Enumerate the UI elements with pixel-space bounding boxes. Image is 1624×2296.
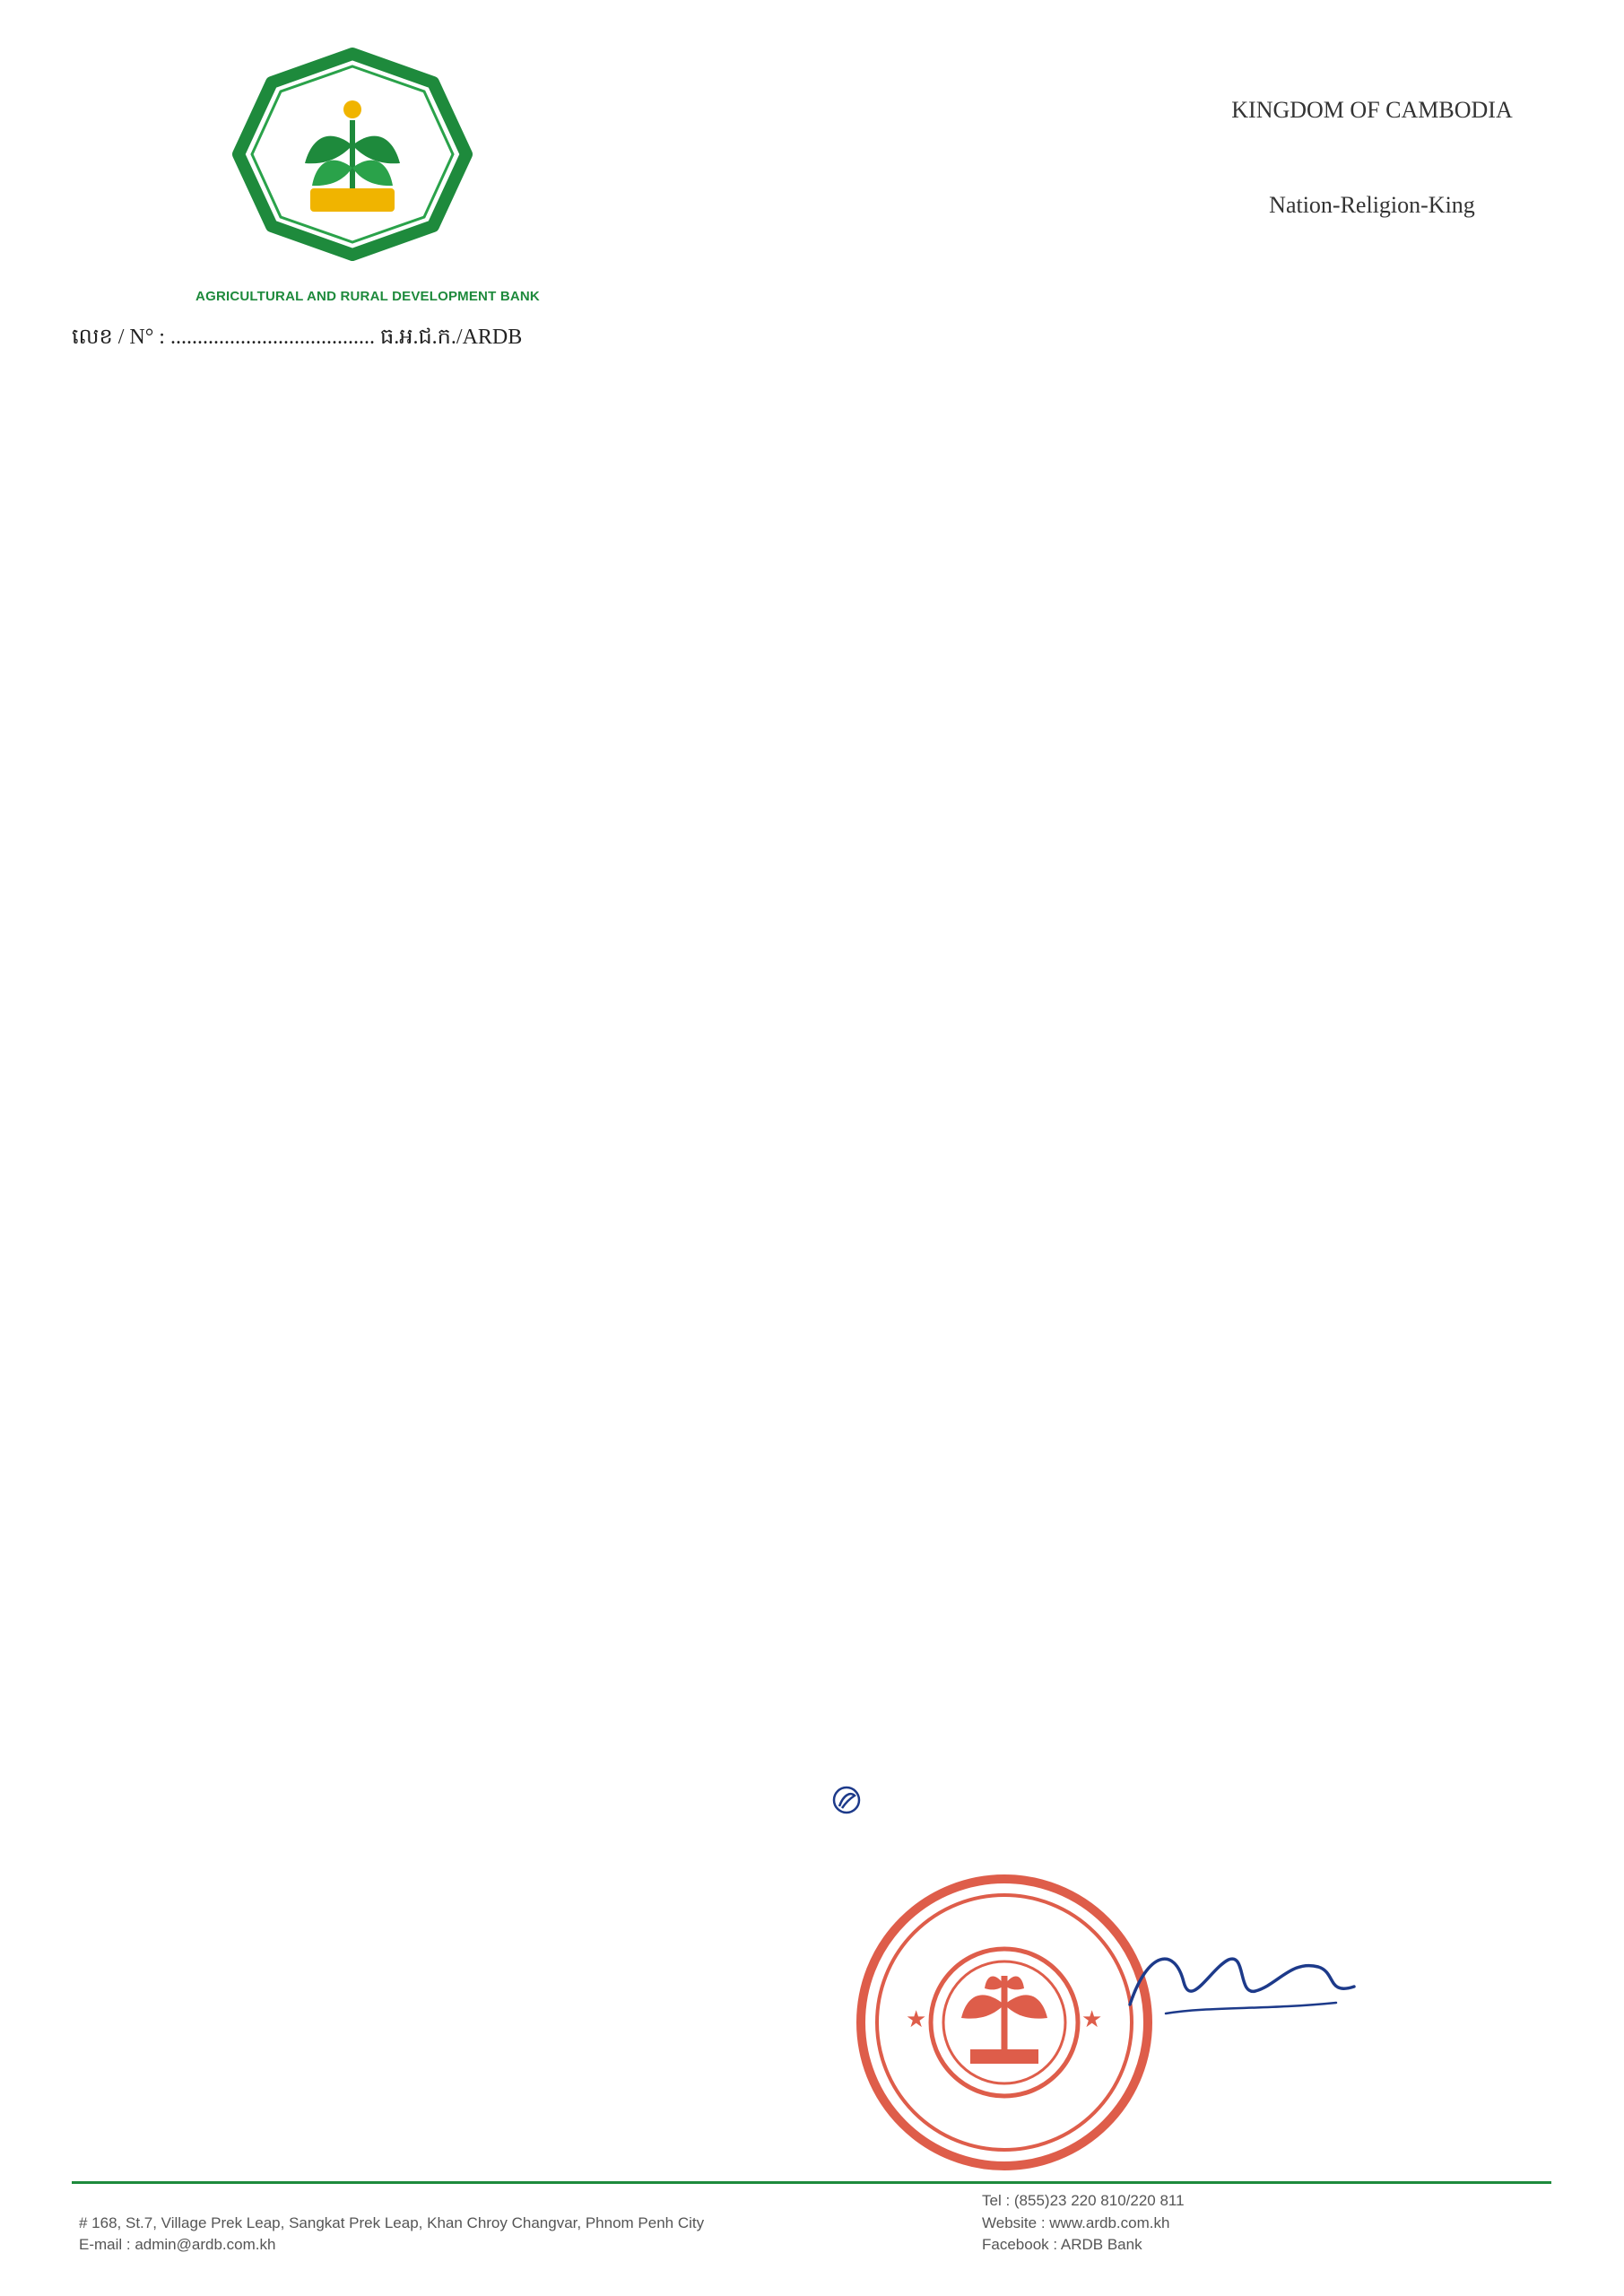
document-title xyxy=(135,498,1489,541)
bank-name-english: AGRICULTURAL AND RURAL DEVELOPMENT BANK xyxy=(195,289,540,304)
solar-date xyxy=(807,417,1480,462)
pen-mark-icon xyxy=(831,1785,862,1815)
footer-divider xyxy=(72,2181,1551,2184)
kingdom-name-khmer xyxy=(1202,47,1542,90)
document-subtitle-line-1 xyxy=(135,552,1489,595)
footer-address-khmer xyxy=(79,2190,850,2212)
footer-address-english: # 168, St.7, Village Prek Leap, Sangkat Prek Leap, Khan Chroy Changvar, Phnom Penh City xyxy=(79,2214,705,2231)
national-motto-english: Nation-Religion-King xyxy=(1269,192,1475,218)
body-paragraph-5 xyxy=(170,1601,1498,1816)
footer-telephone: Tel : (855)23 220 810/220 811 xyxy=(982,2192,1185,2209)
svg-text:★: ★ xyxy=(906,2006,927,2033)
bank-logo xyxy=(231,47,473,262)
kingdom-name-english: KINGDOM OF CAMBODIA xyxy=(1231,97,1513,123)
national-motto-khmer xyxy=(1202,135,1542,174)
body-paragraph-3 xyxy=(170,1157,1498,1318)
body-paragraph-2 xyxy=(170,942,1498,1148)
handwritten-signature xyxy=(1112,1933,1381,2031)
body-paragraph-1 xyxy=(170,682,1498,942)
footer-website: Website : www.ardb.com.kh xyxy=(982,2214,1170,2231)
svg-text:★: ★ xyxy=(1081,2006,1103,2033)
bank-name-khmer xyxy=(99,256,619,291)
lunar-date xyxy=(897,359,1480,404)
signatory-name xyxy=(1094,2094,1471,2141)
footer-facebook: Facebook : ARDB Bank xyxy=(982,2236,1142,2253)
body-paragraph-4 xyxy=(170,1350,1498,1565)
document-subtitle-line-2 xyxy=(135,610,1489,653)
reference-number-line: លេខ / N° : ...................................... ធ.អ.ជ.ក./ARDB xyxy=(72,326,523,349)
signatory-title-line-1 xyxy=(897,1839,1542,1874)
footer-email: E-mail : admin@ardb.com.kh xyxy=(79,2236,276,2253)
